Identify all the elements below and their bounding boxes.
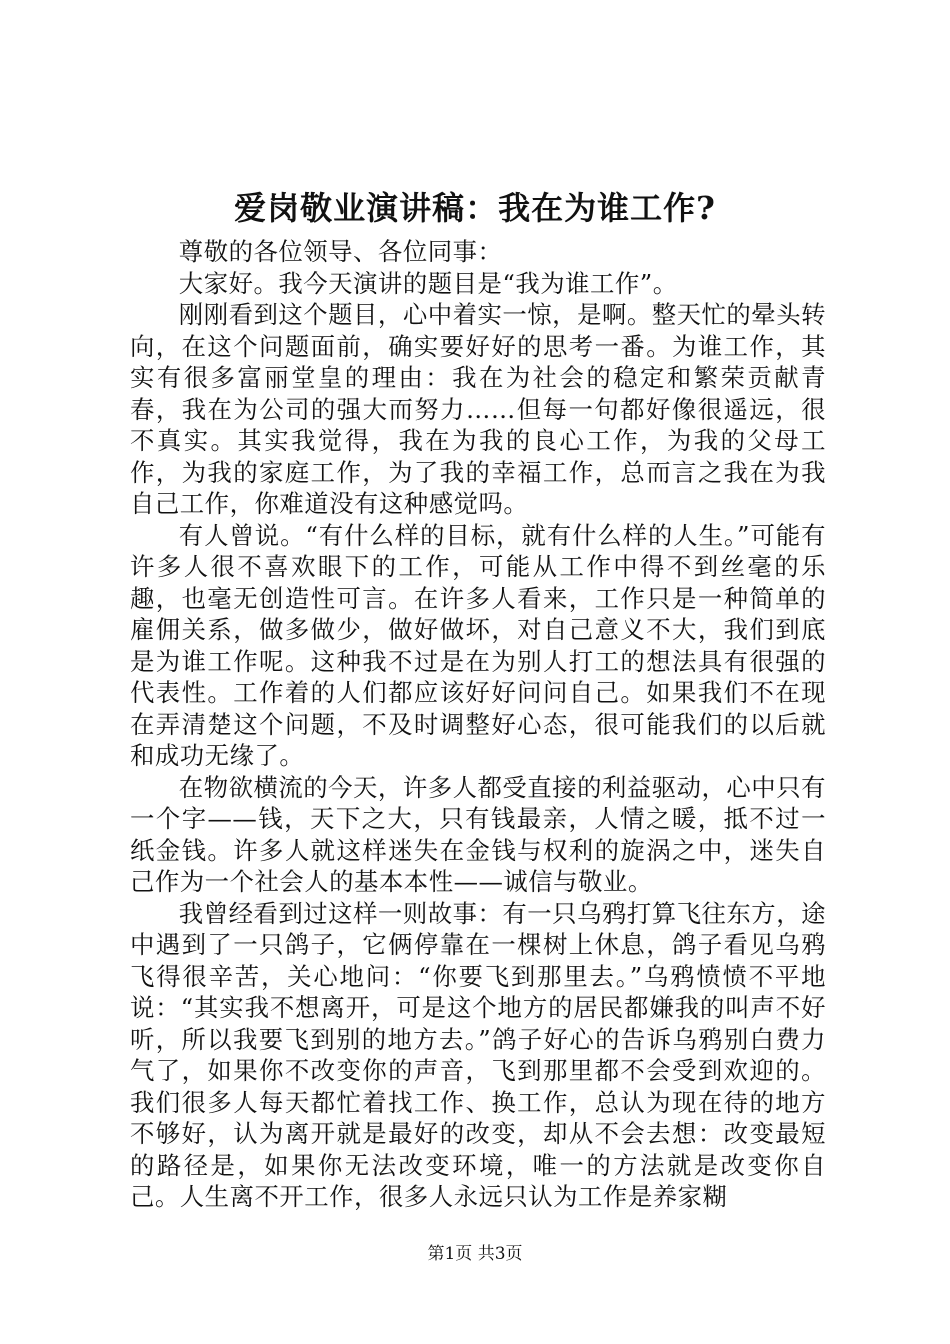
page-number-footer: 第1页 共3页 [427,1244,523,1264]
body-paragraph: 我曾经看到过这样一则故事：有一只乌鸦打算飞往东方，途中遇到了一只鸽子，它俩停靠在一棵树上休息，鸽子看见乌鸦飞得很辛苦，关心地问：“你要飞到那里去。”乌鸦愤愤不平地说：“其实我不想离开，可是这个地方的居民都嫌我的叫声不好听，所以我要飞到别的地方去。”鸽子好心的告诉乌鸦别白费力气了，如果你不改变你的声音，飞到那里都不会受到欢迎的。我们很多人每天都忙着找工作、换工作，总认为现在待的地方不够好，认为离开就是最好的改变，却从不会去想：改变最短的路径是，如果你无法改变环境，唯一的方法就是改变你自己。人生离不开工作，很多人永远只认为工作是养家糊 [130,898,826,1211]
body-paragraph: 刚刚看到这个题目，心中着实一惊，是啊。整天忙的晕头转向，在这个问题面前，确实要好好的思考一番。为谁工作，其实有很多富丽堂皇的理由：我在为社会的稳定和繁荣贡献青春，我在为公司的强大而努力……但每一句都好像很遥远，很不真实。其实我觉得，我在为我的良心工作，为我的父母工作，为我的家庭工作，为了我的幸福工作，总而言之我在为我自己工作，你难道没有这种感觉吗。 [130,300,826,518]
document-title: 爱岗敬业演讲稿：我在为谁工作? [234,189,716,227]
document-body [130,236,826,1213]
salutation-paragraph: 尊敬的各位领导、各位同事： [178,237,503,266]
body-paragraph: 在物欲横流的今天，许多人都受直接的利益驱动，心中只有一个字——钱，天下之大，只有钱最亲，人情之暖，抵不过一纸金钱。许多人就这样迷失在金钱与权利的旋涡之中，迷失自己作为一个社会人的基本本性——诚信与敬业。 [130,772,826,896]
body-paragraph: 有人曾说。“有什么样的目标，就有什么样的人生。”可能有许多人很不喜欢眼下的工作，可能从工作中得不到丝毫的乐趣，也毫无创造性可言。在许多人看来，工作只是一种简单的雇佣关系，做多做少，做好做坏，对自己意义不大，我们到底是为谁工作呢。这种我不过是在为别人打工的想法具有很强的代表性。工作着的人们都应该好好问问自己。如果我们不在现在弄清楚这个问题，不及时调整好心态，很可能我们的以后就和成功无缘了。 [130,520,826,770]
greeting-paragraph: 大家好。我今天演讲的题目是“我为谁工作”。 [178,268,678,298]
